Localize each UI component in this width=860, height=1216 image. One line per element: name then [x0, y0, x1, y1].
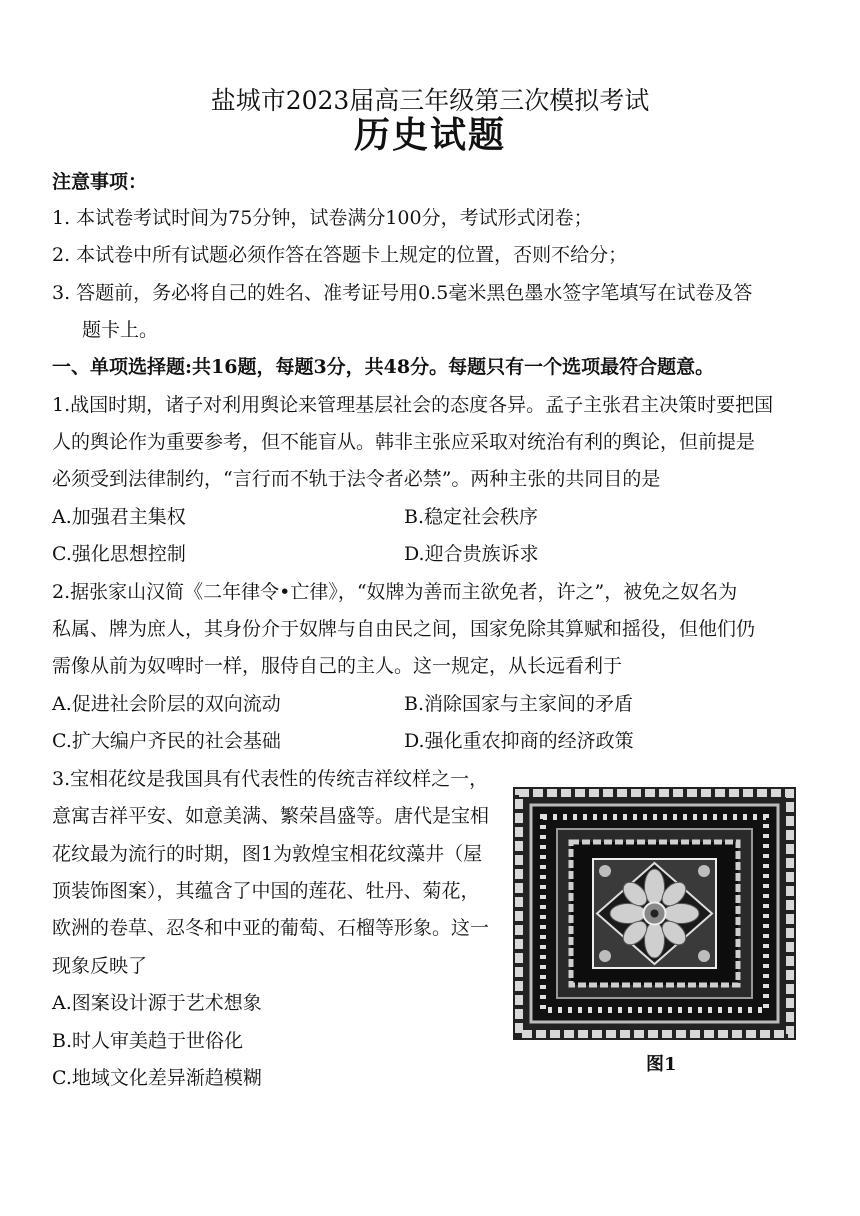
notice-item: 1. 本试卷考试时间为75分钟，试卷满分100分，考试形式闭卷；	[52, 207, 593, 229]
notice-item: 2. 本试卷中所有试题必须作答在答题卡上规定的位置，否则不给分；	[52, 244, 628, 266]
q3-stem: 3.宝相花纹是我国具有代表性的传统吉祥纹样之一，	[52, 768, 489, 790]
subject-title: 历史试题	[353, 114, 506, 156]
q1-stem: 人的舆论作为重要参考，但不能盲从。韩非主张应采取对统治有利的舆论，但前提是	[52, 431, 756, 453]
exam-title: 盐城市2023届高三年级第三次模拟考试	[210, 86, 650, 115]
figure-caption: 图1	[646, 1054, 677, 1075]
q2-option-b: B.消除国家与主家间的矛盾	[404, 693, 634, 715]
section-heading: 一、单项选择题:共16题，每题3分，共48分。每题只有一个选项最符合题意。	[52, 356, 715, 378]
q1-option-a: A.加强君主集权	[52, 506, 186, 528]
q2-stem: 需像从前为奴啤时一样，服侍自己的主人。这一规定，从长远看利于	[52, 655, 623, 677]
caisson-pattern-image	[513, 787, 796, 1040]
q2-option-d: D.强化重农抑商的经济政策	[404, 730, 634, 752]
q2-option-c: C.扩大编户齐民的社会基础	[52, 730, 281, 752]
notice-heading: 注意事项：	[52, 171, 148, 193]
q1-stem: 必须受到法律制约，“言行而不轨于法令者必禁”。两种主张的共同目的是	[52, 468, 661, 490]
notice-item: 3. 答题前，务必将自己的姓名、准考证号用0.5毫米黑色墨水签字笔填写在试卷及答	[52, 282, 753, 304]
q2-stem: 私属、牌为庶人，其身份介于奴牌与自由民之间，国家免除其算赋和摇役，但他们仍	[52, 618, 756, 640]
q3-option-c: C.地域文化差异渐趋模糊	[52, 1067, 262, 1089]
q2-stem: 2.据张家山汉简《二年律令•亡律》，“奴牌为善而主欲免者，许之”，被免之奴名为	[52, 581, 738, 603]
q1-option-c: C.强化思想控制	[52, 543, 186, 565]
q2-option-a: A.促进社会阶层的双向流动	[52, 693, 281, 715]
q3-stem: 顶装饰图案），其蕴含了中国的莲花、牡丹、菊花，	[52, 880, 480, 902]
q3-option-b: B.时人审美趋于世俗化	[52, 1030, 244, 1052]
q1-stem: 1.战国时期，诸子对利用舆论来管理基层社会的态度各异。孟子主张君主决策时要把国	[52, 394, 774, 416]
q3-stem: 花纹最为流行的时期，图1为敦煌宝相花纹藻井（屋	[52, 843, 483, 865]
q3-stem: 意寓吉祥平安、如意美满、繁荣昌盛等。唐代是宝相	[52, 805, 490, 827]
q3-stem: 现象反映了	[52, 955, 148, 977]
q3-stem: 欧洲的卷草、忍冬和中亚的葡萄、石榴等形象。这一	[52, 917, 490, 939]
q3-option-a: A.图案设计源于艺术想象	[52, 992, 262, 1014]
notice-item: 题卡上。	[82, 319, 159, 341]
q1-option-d: D.迎合贵族诉求	[404, 543, 539, 565]
q1-option-b: B.稳定社会秩序	[404, 506, 539, 528]
